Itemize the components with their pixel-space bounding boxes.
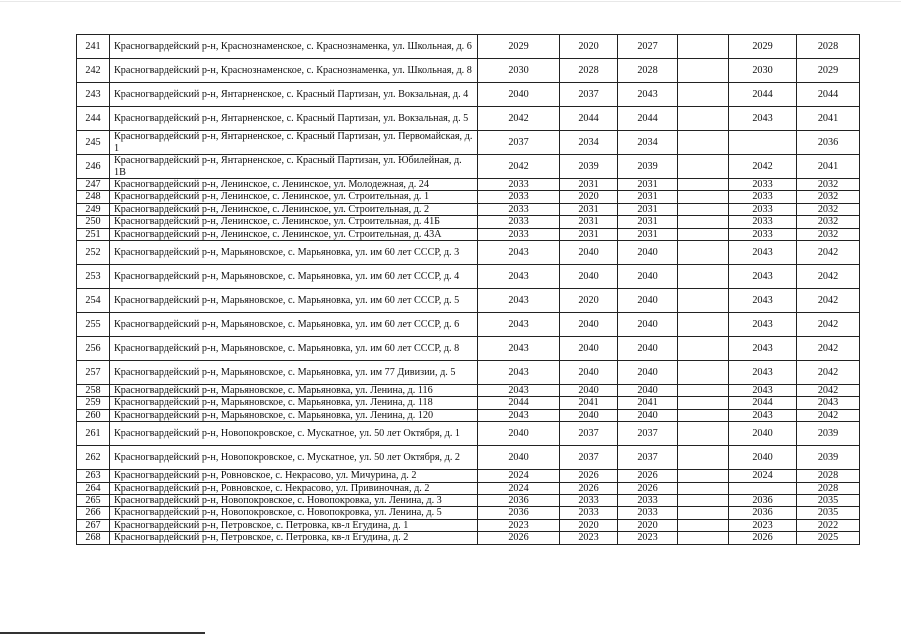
year-cell-2: 2026 bbox=[560, 470, 618, 482]
year-cell-5: 2043 bbox=[729, 241, 797, 265]
year-cell-1: 2029 bbox=[478, 35, 560, 59]
scan-edge-top bbox=[0, 1, 901, 2]
table-row bbox=[77, 409, 860, 421]
year-cell-2: 2023 bbox=[560, 532, 618, 544]
address-cell: Красногвардейский р-н, Марьяновское, с. Марьяновка, ул. им 60 лет СССР, д. 8 bbox=[110, 337, 478, 361]
year-cell-4 bbox=[678, 470, 729, 482]
year-cell-5: 2036 bbox=[729, 507, 797, 519]
year-cell-2: 2033 bbox=[560, 507, 618, 519]
address-cell: Красногвардейский р-н, Петровское, с. Петровка, кв-л Егудина, д. 1 bbox=[110, 519, 478, 531]
row-number-cell: 243 bbox=[77, 83, 110, 107]
year-cell-3: 2028 bbox=[618, 59, 678, 83]
address-cell: Красногвардейский р-н, Марьяновское, с. Марьяновка, ул. им 60 лет СССР, д. 4 bbox=[110, 265, 478, 289]
table-row bbox=[77, 361, 860, 385]
year-cell-1: 2026 bbox=[478, 532, 560, 544]
address-cell: Красногвардейский р-н, Марьяновское, с. Марьяновка, ул. Ленина, д. 116 bbox=[110, 385, 478, 397]
year-cell-3: 2039 bbox=[618, 155, 678, 179]
table-row bbox=[77, 241, 860, 265]
year-cell-3: 2033 bbox=[618, 495, 678, 507]
year-cell-3: 2040 bbox=[618, 409, 678, 421]
year-cell-6: 2032 bbox=[797, 179, 860, 191]
year-cell-5: 2033 bbox=[729, 191, 797, 203]
year-cell-4 bbox=[678, 409, 729, 421]
year-cell-4 bbox=[678, 179, 729, 191]
housing-schedule-table bbox=[76, 34, 860, 545]
row-number-cell: 249 bbox=[77, 203, 110, 215]
table-row bbox=[77, 532, 860, 544]
year-cell-2: 2020 bbox=[560, 519, 618, 531]
year-cell-6: 2028 bbox=[797, 35, 860, 59]
year-cell-2: 2040 bbox=[560, 265, 618, 289]
table-body bbox=[77, 35, 860, 545]
year-cell-5: 2044 bbox=[729, 397, 797, 409]
year-cell-6: 2042 bbox=[797, 385, 860, 397]
year-cell-1: 2043 bbox=[478, 313, 560, 337]
table-row bbox=[77, 35, 860, 59]
address-cell: Красногвардейский р-н, Петровское, с. Петровка, кв-л Егудина, д. 2 bbox=[110, 532, 478, 544]
year-cell-2: 2040 bbox=[560, 313, 618, 337]
address-cell: Красногвардейский р-н, Ленинское, с. Ленинское, ул. Строительная, д. 2 bbox=[110, 203, 478, 215]
year-cell-5: 2043 bbox=[729, 337, 797, 361]
year-cell-6: 2028 bbox=[797, 482, 860, 494]
table-row bbox=[77, 107, 860, 131]
row-number-cell: 247 bbox=[77, 179, 110, 191]
year-cell-3: 2031 bbox=[618, 228, 678, 240]
year-cell-3: 2041 bbox=[618, 397, 678, 409]
row-number-cell: 254 bbox=[77, 289, 110, 313]
year-cell-6: 2042 bbox=[797, 409, 860, 421]
year-cell-4 bbox=[678, 241, 729, 265]
year-cell-3: 2040 bbox=[618, 289, 678, 313]
address-cell: Красногвардейский р-н, Марьяновское, с. Марьяновка, ул. им 60 лет СССР, д. 3 bbox=[110, 241, 478, 265]
year-cell-3: 2031 bbox=[618, 179, 678, 191]
table-row bbox=[77, 83, 860, 107]
year-cell-2: 2020 bbox=[560, 289, 618, 313]
year-cell-3: 2037 bbox=[618, 446, 678, 470]
row-number-cell: 262 bbox=[77, 446, 110, 470]
row-number-cell: 250 bbox=[77, 216, 110, 228]
year-cell-4 bbox=[678, 446, 729, 470]
table-row bbox=[77, 385, 860, 397]
year-cell-6: 2042 bbox=[797, 289, 860, 313]
year-cell-3: 2043 bbox=[618, 83, 678, 107]
year-cell-1: 2024 bbox=[478, 482, 560, 494]
year-cell-1: 2024 bbox=[478, 470, 560, 482]
year-cell-5: 2030 bbox=[729, 59, 797, 83]
year-cell-6: 2032 bbox=[797, 191, 860, 203]
row-number-cell: 261 bbox=[77, 422, 110, 446]
year-cell-4 bbox=[678, 216, 729, 228]
year-cell-6: 2042 bbox=[797, 337, 860, 361]
year-cell-6: 2032 bbox=[797, 216, 860, 228]
year-cell-3: 2044 bbox=[618, 107, 678, 131]
table-row bbox=[77, 179, 860, 191]
year-cell-2: 2026 bbox=[560, 482, 618, 494]
year-cell-3: 2040 bbox=[618, 313, 678, 337]
year-cell-5: 2033 bbox=[729, 228, 797, 240]
year-cell-3: 2040 bbox=[618, 337, 678, 361]
table-row bbox=[77, 289, 860, 313]
address-cell: Красногвардейский р-н, Янтарненское, с. Красный Партизан, ул. Первомайская, д. 1 bbox=[110, 131, 478, 155]
row-number-cell: 245 bbox=[77, 131, 110, 155]
year-cell-4 bbox=[678, 131, 729, 155]
row-number-cell: 258 bbox=[77, 385, 110, 397]
year-cell-4 bbox=[678, 83, 729, 107]
year-cell-3: 2026 bbox=[618, 470, 678, 482]
year-cell-4 bbox=[678, 495, 729, 507]
year-cell-2: 2039 bbox=[560, 155, 618, 179]
year-cell-5 bbox=[729, 482, 797, 494]
year-cell-3: 2040 bbox=[618, 241, 678, 265]
year-cell-1: 2030 bbox=[478, 59, 560, 83]
year-cell-5: 2033 bbox=[729, 203, 797, 215]
year-cell-1: 2023 bbox=[478, 519, 560, 531]
row-number-cell: 255 bbox=[77, 313, 110, 337]
row-number-cell: 257 bbox=[77, 361, 110, 385]
row-number-cell: 267 bbox=[77, 519, 110, 531]
year-cell-6: 2041 bbox=[797, 155, 860, 179]
year-cell-1: 2040 bbox=[478, 422, 560, 446]
table-row bbox=[77, 482, 860, 494]
year-cell-4 bbox=[678, 289, 729, 313]
year-cell-1: 2033 bbox=[478, 216, 560, 228]
year-cell-4 bbox=[678, 191, 729, 203]
table-row bbox=[77, 265, 860, 289]
year-cell-5: 2042 bbox=[729, 155, 797, 179]
row-number-cell: 253 bbox=[77, 265, 110, 289]
year-cell-5: 2026 bbox=[729, 532, 797, 544]
year-cell-2: 2031 bbox=[560, 203, 618, 215]
row-number-cell: 251 bbox=[77, 228, 110, 240]
year-cell-2: 2037 bbox=[560, 83, 618, 107]
year-cell-6: 2042 bbox=[797, 361, 860, 385]
table-row bbox=[77, 228, 860, 240]
year-cell-2: 2031 bbox=[560, 179, 618, 191]
year-cell-6: 2029 bbox=[797, 59, 860, 83]
year-cell-1: 2033 bbox=[478, 191, 560, 203]
year-cell-2: 2033 bbox=[560, 495, 618, 507]
address-cell: Красногвардейский р-н, Новопокровское, с. Мускатное, ул. 50 лет Октября, д. 2 bbox=[110, 446, 478, 470]
year-cell-2: 2040 bbox=[560, 385, 618, 397]
address-cell: Красногвардейский р-н, Марьяновское, с. Марьяновка, ул. им 77 Дивизии, д. 5 bbox=[110, 361, 478, 385]
row-number-cell: 260 bbox=[77, 409, 110, 421]
row-number-cell: 246 bbox=[77, 155, 110, 179]
table-row bbox=[77, 203, 860, 215]
year-cell-4 bbox=[678, 532, 729, 544]
year-cell-3: 2031 bbox=[618, 191, 678, 203]
table-row bbox=[77, 470, 860, 482]
year-cell-6: 2025 bbox=[797, 532, 860, 544]
year-cell-6: 2035 bbox=[797, 495, 860, 507]
year-cell-1: 2037 bbox=[478, 131, 560, 155]
year-cell-5: 2040 bbox=[729, 422, 797, 446]
year-cell-4 bbox=[678, 422, 729, 446]
row-number-cell: 244 bbox=[77, 107, 110, 131]
address-cell: Красногвардейский р-н, Марьяновское, с. Марьяновка, ул. им 60 лет СССР, д. 5 bbox=[110, 289, 478, 313]
year-cell-6: 2022 bbox=[797, 519, 860, 531]
row-number-cell: 259 bbox=[77, 397, 110, 409]
year-cell-5: 2036 bbox=[729, 495, 797, 507]
year-cell-2: 2040 bbox=[560, 361, 618, 385]
year-cell-4 bbox=[678, 203, 729, 215]
address-cell: Красногвардейский р-н, Ровновское, с. Некрасово, ул. Мичурина, д. 2 bbox=[110, 470, 478, 482]
row-number-cell: 241 bbox=[77, 35, 110, 59]
year-cell-5: 2044 bbox=[729, 83, 797, 107]
year-cell-5: 2043 bbox=[729, 289, 797, 313]
year-cell-3: 2034 bbox=[618, 131, 678, 155]
address-cell: Красногвардейский р-н, Ленинское, с. Ленинское, ул. Строительная, д. 1 bbox=[110, 191, 478, 203]
address-cell: Красногвардейский р-н, Ленинское, с. Ленинское, ул. Молодежная, д. 24 bbox=[110, 179, 478, 191]
address-cell: Красногвардейский р-н, Новопокровское, с. Новопокровка, ул. Ленина, д. 3 bbox=[110, 495, 478, 507]
address-cell: Красногвардейский р-н, Ленинское, с. Ленинское, ул. Строительная, д. 43А bbox=[110, 228, 478, 240]
year-cell-3: 2027 bbox=[618, 35, 678, 59]
year-cell-1: 2043 bbox=[478, 385, 560, 397]
year-cell-2: 2034 bbox=[560, 131, 618, 155]
year-cell-1: 2040 bbox=[478, 446, 560, 470]
row-number-cell: 242 bbox=[77, 59, 110, 83]
year-cell-5: 2023 bbox=[729, 519, 797, 531]
year-cell-4 bbox=[678, 361, 729, 385]
year-cell-5 bbox=[729, 131, 797, 155]
year-cell-5: 2024 bbox=[729, 470, 797, 482]
year-cell-3: 2040 bbox=[618, 265, 678, 289]
year-cell-5: 2043 bbox=[729, 385, 797, 397]
year-cell-5: 2043 bbox=[729, 107, 797, 131]
row-number-cell: 256 bbox=[77, 337, 110, 361]
scan-edge-bottom bbox=[0, 632, 205, 634]
year-cell-3: 2040 bbox=[618, 385, 678, 397]
year-cell-2: 2037 bbox=[560, 446, 618, 470]
table-row bbox=[77, 337, 860, 361]
year-cell-5: 2043 bbox=[729, 361, 797, 385]
table-row bbox=[77, 191, 860, 203]
year-cell-3: 2031 bbox=[618, 203, 678, 215]
year-cell-1: 2042 bbox=[478, 107, 560, 131]
year-cell-5: 2033 bbox=[729, 179, 797, 191]
year-cell-3: 2020 bbox=[618, 519, 678, 531]
table-row bbox=[77, 519, 860, 531]
year-cell-6: 2042 bbox=[797, 313, 860, 337]
address-cell: Красногвардейский р-н, Янтарненское, с. Красный Партизан, ул. Вокзальная, д. 5 bbox=[110, 107, 478, 131]
year-cell-2: 2020 bbox=[560, 35, 618, 59]
year-cell-1: 2043 bbox=[478, 409, 560, 421]
year-cell-5: 2040 bbox=[729, 446, 797, 470]
year-cell-1: 2043 bbox=[478, 289, 560, 313]
year-cell-1: 2044 bbox=[478, 397, 560, 409]
address-cell: Красногвардейский р-н, Новопокровское, с. Новопокровка, ул. Ленина, д. 5 bbox=[110, 507, 478, 519]
address-cell: Красногвардейский р-н, Ленинское, с. Ленинское, ул. Строительная, д. 41Б bbox=[110, 216, 478, 228]
year-cell-1: 2043 bbox=[478, 265, 560, 289]
year-cell-5: 2043 bbox=[729, 409, 797, 421]
year-cell-2: 2020 bbox=[560, 191, 618, 203]
year-cell-2: 2041 bbox=[560, 397, 618, 409]
year-cell-2: 2028 bbox=[560, 59, 618, 83]
address-cell: Красногвардейский р-н, Марьяновское, с. Марьяновка, ул. Ленина, д. 120 bbox=[110, 409, 478, 421]
year-cell-2: 2037 bbox=[560, 422, 618, 446]
year-cell-2: 2040 bbox=[560, 337, 618, 361]
year-cell-3: 2033 bbox=[618, 507, 678, 519]
year-cell-2: 2040 bbox=[560, 241, 618, 265]
year-cell-2: 2031 bbox=[560, 216, 618, 228]
year-cell-1: 2033 bbox=[478, 179, 560, 191]
year-cell-4 bbox=[678, 519, 729, 531]
address-cell: Красногвардейский р-н, Краснознаменское, с. Краснознаменка, ул. Школьная, д. 6 bbox=[110, 35, 478, 59]
year-cell-5: 2033 bbox=[729, 216, 797, 228]
row-number-cell: 248 bbox=[77, 191, 110, 203]
row-number-cell: 266 bbox=[77, 507, 110, 519]
year-cell-1: 2036 bbox=[478, 495, 560, 507]
year-cell-2: 2044 bbox=[560, 107, 618, 131]
year-cell-1: 2033 bbox=[478, 203, 560, 215]
address-cell: Красногвардейский р-н, Новопокровское, с. Мускатное, ул. 50 лет Октября, д. 1 bbox=[110, 422, 478, 446]
table-row bbox=[77, 131, 860, 155]
table-row bbox=[77, 495, 860, 507]
year-cell-6: 2042 bbox=[797, 241, 860, 265]
year-cell-6: 2039 bbox=[797, 446, 860, 470]
year-cell-6: 2036 bbox=[797, 131, 860, 155]
year-cell-3: 2037 bbox=[618, 422, 678, 446]
year-cell-6: 2039 bbox=[797, 422, 860, 446]
year-cell-2: 2040 bbox=[560, 409, 618, 421]
address-cell: Красногвардейский р-н, Марьяновское, с. Марьяновка, ул. им 60 лет СССР, д. 6 bbox=[110, 313, 478, 337]
year-cell-4 bbox=[678, 482, 729, 494]
year-cell-1: 2036 bbox=[478, 507, 560, 519]
year-cell-6: 2032 bbox=[797, 203, 860, 215]
year-cell-6: 2041 bbox=[797, 107, 860, 131]
year-cell-3: 2026 bbox=[618, 482, 678, 494]
year-cell-4 bbox=[678, 228, 729, 240]
row-number-cell: 263 bbox=[77, 470, 110, 482]
table-row bbox=[77, 397, 860, 409]
year-cell-4 bbox=[678, 35, 729, 59]
address-cell: Красногвардейский р-н, Марьяновское, с. Марьяновка, ул. Ленина, д. 118 bbox=[110, 397, 478, 409]
year-cell-5: 2029 bbox=[729, 35, 797, 59]
year-cell-6: 2032 bbox=[797, 228, 860, 240]
year-cell-5: 2043 bbox=[729, 313, 797, 337]
year-cell-4 bbox=[678, 59, 729, 83]
year-cell-4 bbox=[678, 155, 729, 179]
year-cell-4 bbox=[678, 507, 729, 519]
table-row bbox=[77, 422, 860, 446]
year-cell-4 bbox=[678, 337, 729, 361]
address-cell: Красногвардейский р-н, Краснознаменское, с. Краснознаменка, ул. Школьная, д. 8 bbox=[110, 59, 478, 83]
year-cell-6: 2044 bbox=[797, 83, 860, 107]
year-cell-3: 2023 bbox=[618, 532, 678, 544]
year-cell-6: 2035 bbox=[797, 507, 860, 519]
year-cell-4 bbox=[678, 265, 729, 289]
row-number-cell: 268 bbox=[77, 532, 110, 544]
year-cell-3: 2031 bbox=[618, 216, 678, 228]
year-cell-4 bbox=[678, 107, 729, 131]
address-cell: Красногвардейский р-н, Янтарненское, с. Красный Партизан, ул. Юбилейная, д. 1В bbox=[110, 155, 478, 179]
year-cell-4 bbox=[678, 313, 729, 337]
table-row bbox=[77, 446, 860, 470]
address-cell: Красногвардейский р-н, Ровновское, с. Некрасово, ул. Привиночная, д. 2 bbox=[110, 482, 478, 494]
year-cell-2: 2031 bbox=[560, 228, 618, 240]
row-number-cell: 265 bbox=[77, 495, 110, 507]
year-cell-4 bbox=[678, 385, 729, 397]
year-cell-1: 2043 bbox=[478, 337, 560, 361]
year-cell-4 bbox=[678, 397, 729, 409]
row-number-cell: 252 bbox=[77, 241, 110, 265]
table-row bbox=[77, 507, 860, 519]
table-row bbox=[77, 155, 860, 179]
year-cell-1: 2043 bbox=[478, 241, 560, 265]
table-row bbox=[77, 313, 860, 337]
year-cell-6: 2028 bbox=[797, 470, 860, 482]
year-cell-5: 2043 bbox=[729, 265, 797, 289]
year-cell-6: 2043 bbox=[797, 397, 860, 409]
address-cell: Красногвардейский р-н, Янтарненское, с. Красный Партизан, ул. Вокзальная, д. 4 bbox=[110, 83, 478, 107]
table-row bbox=[77, 216, 860, 228]
row-number-cell: 264 bbox=[77, 482, 110, 494]
year-cell-1: 2040 bbox=[478, 83, 560, 107]
table-row bbox=[77, 59, 860, 83]
year-cell-1: 2033 bbox=[478, 228, 560, 240]
year-cell-1: 2042 bbox=[478, 155, 560, 179]
year-cell-6: 2042 bbox=[797, 265, 860, 289]
year-cell-1: 2043 bbox=[478, 361, 560, 385]
year-cell-3: 2040 bbox=[618, 361, 678, 385]
